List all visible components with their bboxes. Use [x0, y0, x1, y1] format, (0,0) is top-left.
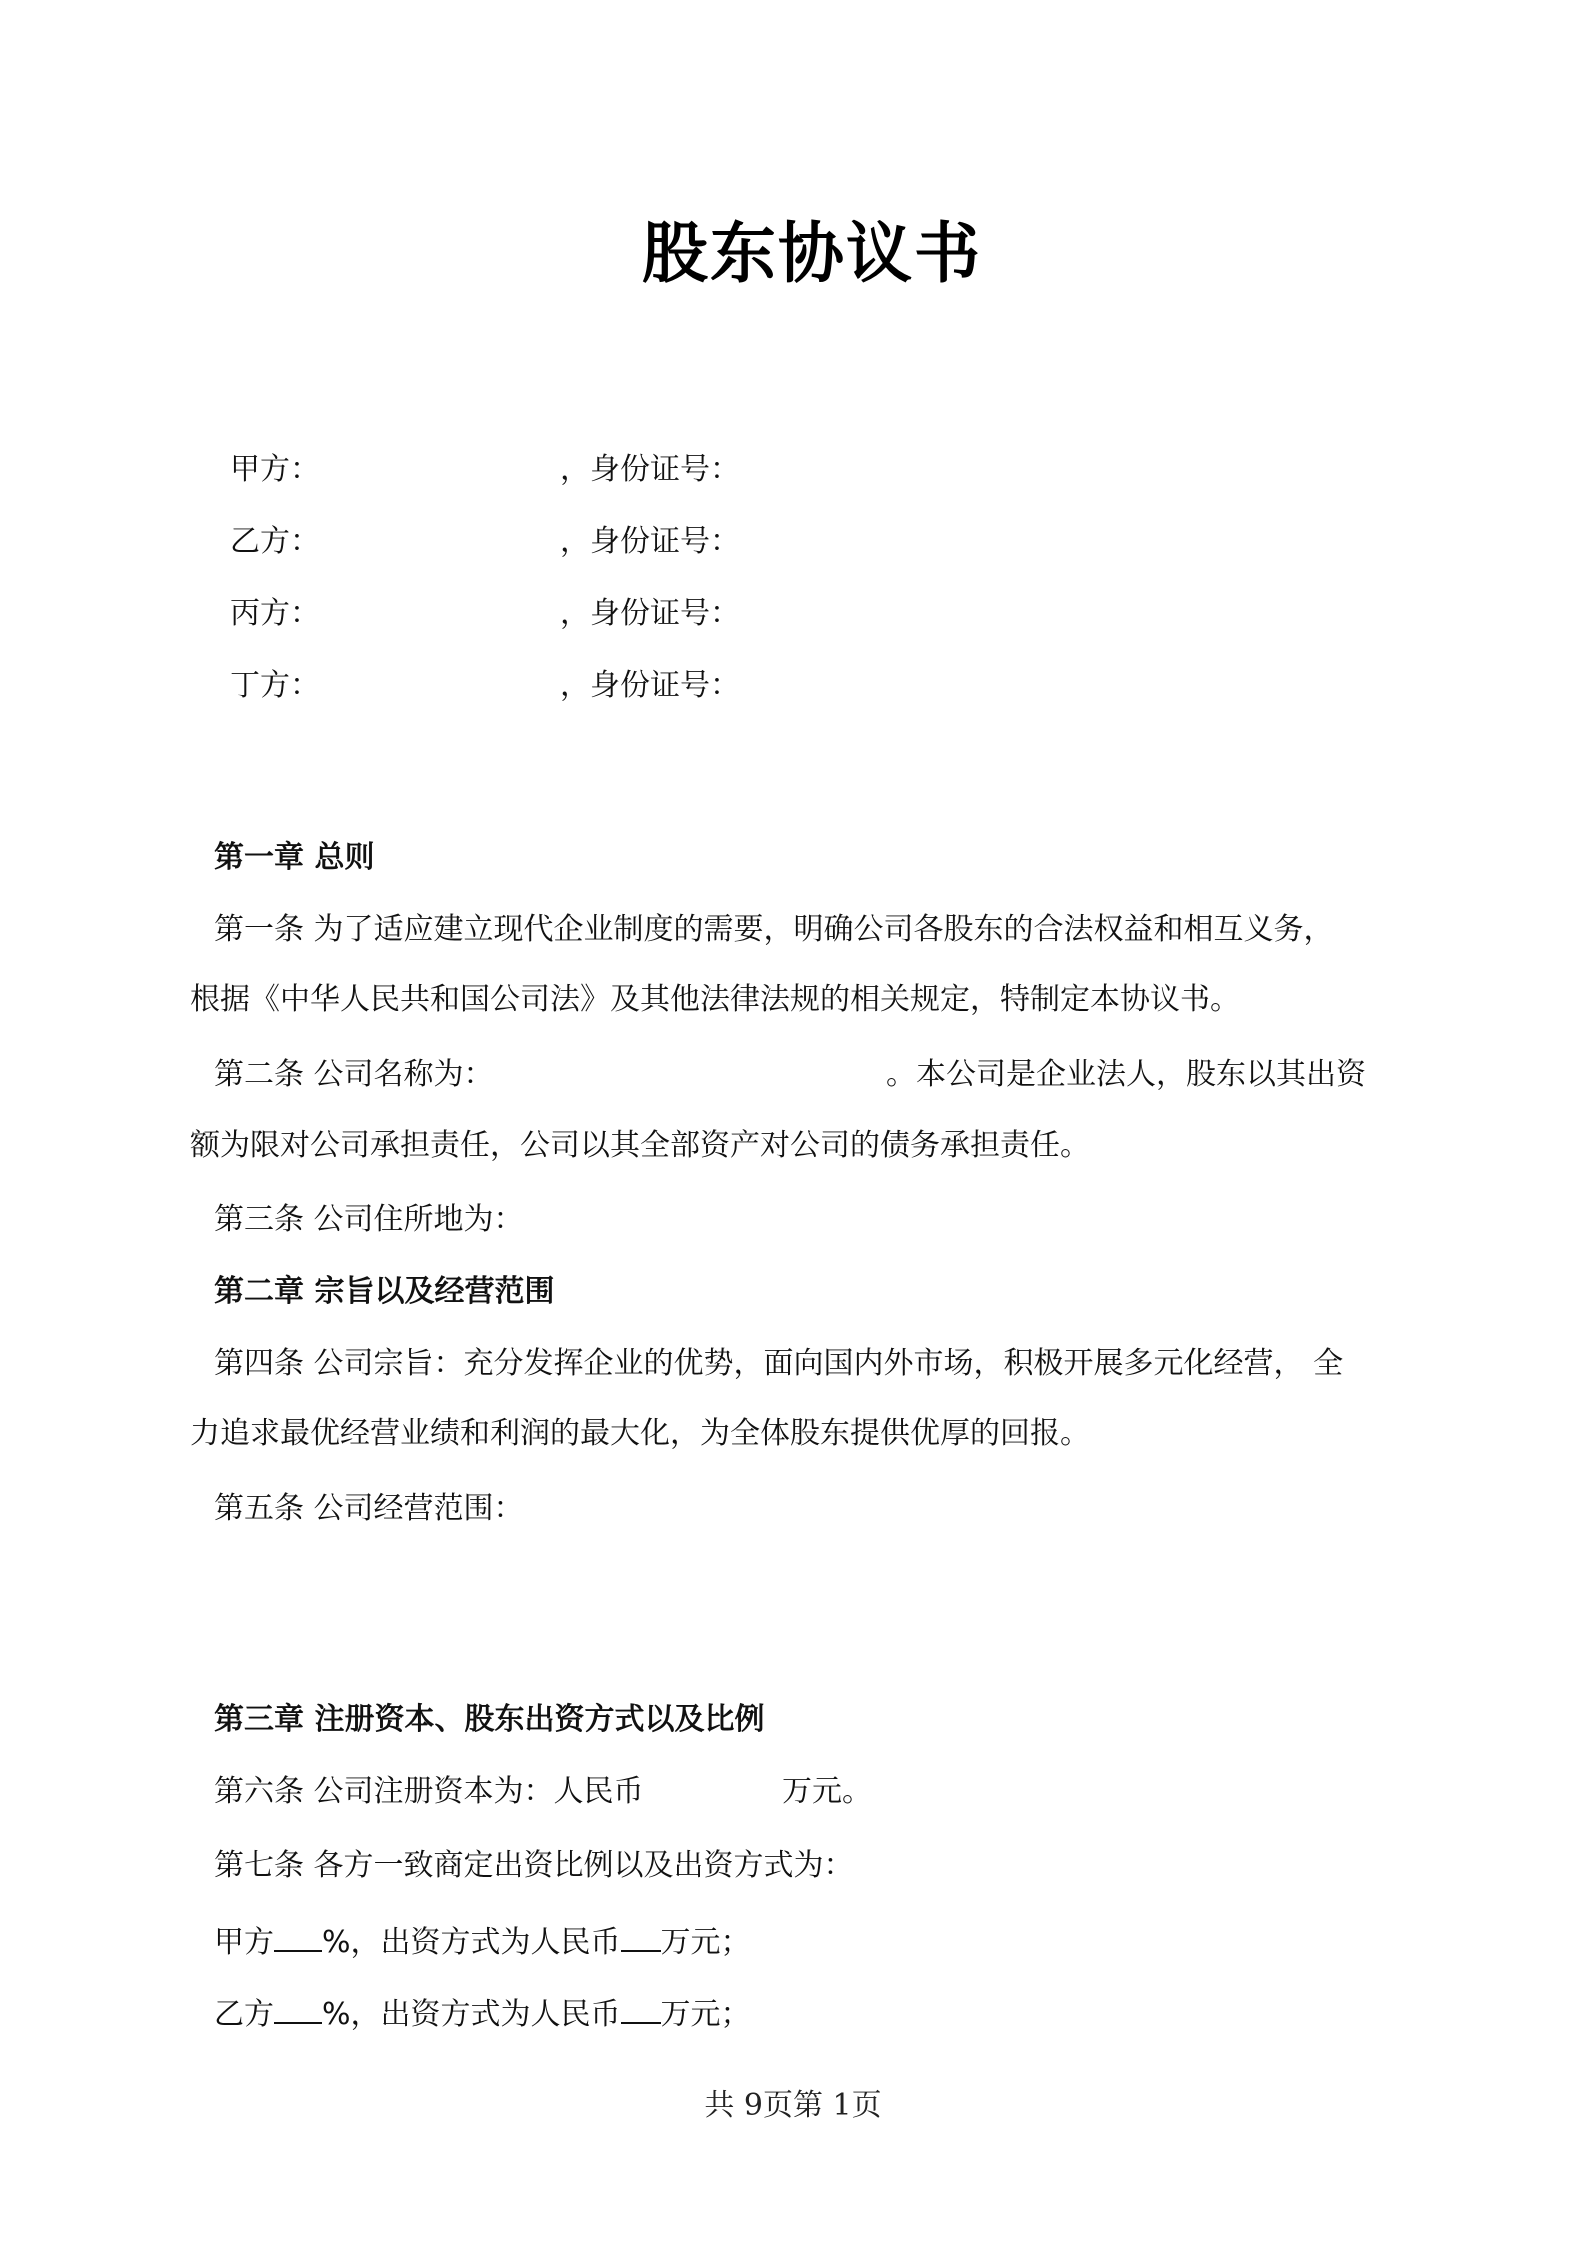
- article-3: 第三条 公司住所地为：: [214, 1202, 524, 1237]
- contribution-row-b: [214, 1992, 751, 2035]
- article-2-suffix: 。本公司是企业法人，股东以其出资: [886, 1057, 1366, 1092]
- article-2-line-2: 额为限对公司承担责任，公司以其全部资产对公司的债务承担责任。: [190, 1128, 1090, 1163]
- article-6-suffix: 万元。: [782, 1774, 872, 1809]
- party-b-id-label: ，身份证号：: [560, 524, 740, 559]
- party-d-id-label: ，身份证号：: [560, 668, 740, 703]
- chapter-1-heading: 第一章 总则: [214, 840, 375, 875]
- article-6-prefix: 第六条 公司注册资本为：人民币: [214, 1774, 644, 1809]
- chapter-2-heading: 第二章 宗旨以及经营范围: [214, 1274, 555, 1309]
- page-footer: 共 9页第 1页: [704, 2088, 882, 2123]
- party-c-id-label: ，身份证号：: [560, 596, 740, 631]
- contribution-unit: 万元；: [660, 1997, 751, 2032]
- contribution-party: 甲方: [214, 1925, 274, 1960]
- party-c-label: 丙方：: [230, 596, 320, 631]
- article-4-line-1: 第四条 公司宗旨：充分发挥企业的优势，面向国内外市场，积极开展多元化经营， 全: [214, 1346, 1344, 1381]
- amount-blank[interactable]: [621, 1992, 661, 2024]
- article-1-line-2: 根据《中华人民共和国公司法》及其他法律法规的相关规定，特制定本协议书。: [190, 982, 1240, 1017]
- article-4-line-2: 力追求最优经营业绩和利润的最大化，为全体股东提供优厚的回报。: [190, 1416, 1090, 1451]
- contribution-row-a: [214, 1920, 751, 1963]
- contribution-percent-text: %，出资方式为人民币: [322, 1997, 621, 2032]
- contribution-party: 乙方: [214, 1997, 274, 2032]
- amount-blank[interactable]: [621, 1920, 661, 1952]
- percent-blank[interactable]: [274, 1920, 322, 1952]
- article-2-prefix: 第二条 公司名称为：: [214, 1057, 494, 1092]
- party-a-id-label: ，身份证号：: [560, 452, 740, 487]
- percent-blank[interactable]: [274, 1992, 322, 2024]
- party-b-label: 乙方：: [230, 524, 320, 559]
- party-d-label: 丁方：: [230, 668, 320, 703]
- article-5: 第五条 公司经营范围：: [214, 1491, 524, 1526]
- article-1-line-1: 第一条 为了适应建立现代企业制度的需要，明确公司各股东的合法权益和相互义务，: [214, 912, 1334, 947]
- document-title: 股东协议书: [642, 215, 982, 292]
- party-a-label: 甲方：: [230, 452, 320, 487]
- contribution-percent-text: %，出资方式为人民币: [322, 1925, 621, 1960]
- article-7: 第七条 各方一致商定出资比例以及出资方式为：: [214, 1848, 854, 1883]
- chapter-3-heading: 第三章 注册资本、股东出资方式以及比例: [214, 1702, 765, 1737]
- contribution-unit: 万元；: [660, 1925, 751, 1960]
